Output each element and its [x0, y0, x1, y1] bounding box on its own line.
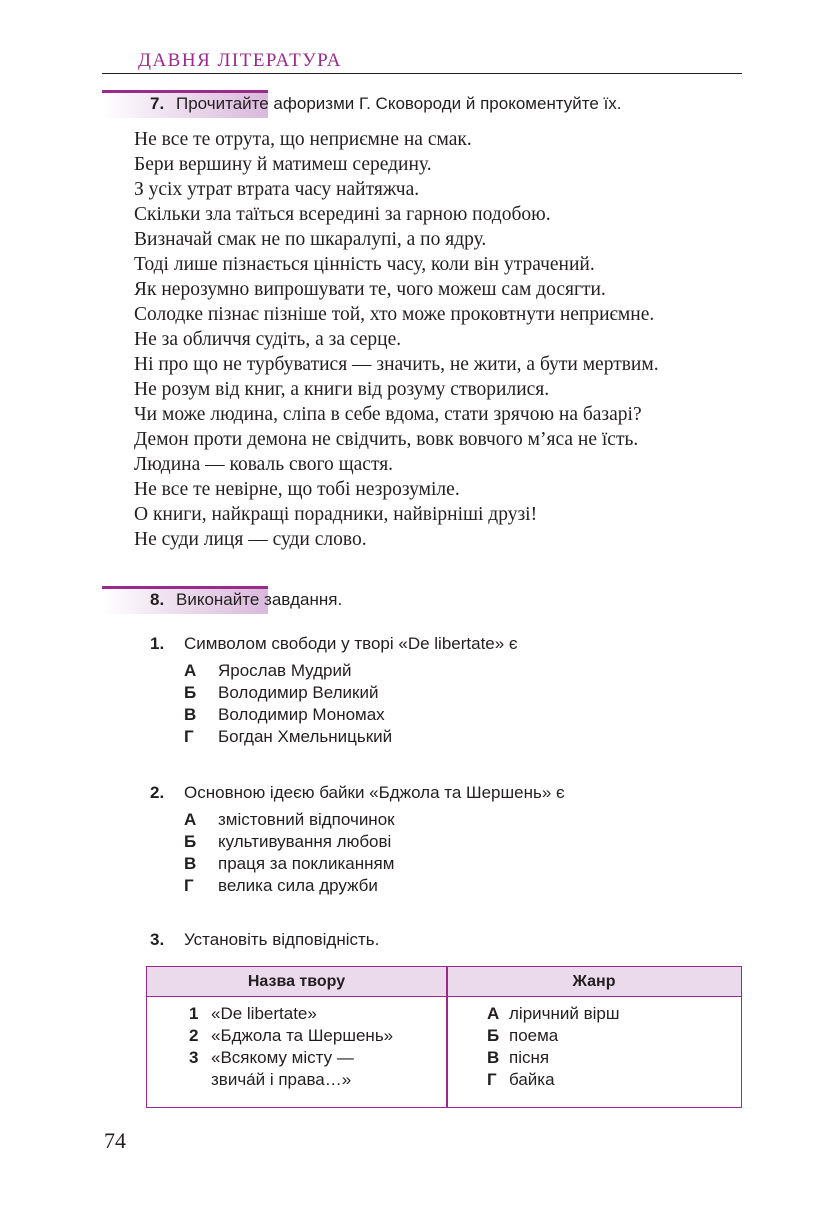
item-key: 2: [189, 1026, 199, 1045]
aphorism: З усіх утрат втрата часу найтяжча.: [134, 179, 420, 200]
task-instruction: Прочитайте афоризми Г. Сковороди й прокоментуйте їх.: [176, 94, 622, 113]
item-text: «Всякому місту — звича́й і права…»: [211, 1048, 354, 1089]
question-number: 2.: [150, 783, 165, 802]
page-number: 74: [104, 1128, 126, 1153]
item-text: поема: [509, 1026, 559, 1045]
option-letter: В: [184, 854, 197, 873]
column-header-genre: Жанр: [572, 973, 616, 990]
aphorism: Як нерозумно випрошувати те, чого можеш сам досягти.: [134, 279, 606, 300]
list-item: [487, 1047, 709, 1069]
answer-option: [184, 875, 395, 897]
item-key: А: [487, 1004, 500, 1023]
task-8-header: [102, 586, 762, 614]
question-1-options: [184, 660, 392, 748]
question-text: Символом свободи у творі «De libertate» є: [184, 634, 518, 653]
item-text: байка: [509, 1070, 555, 1089]
aphorism: Солодке пізнає пізніше той, хто може проковтнути неприємне.: [134, 304, 655, 325]
question-2: [150, 783, 565, 803]
item-text: «Бджола та Шершень»: [211, 1026, 394, 1045]
aphorism: Не за обличчя судіть, а за серце.: [134, 329, 402, 350]
aphorism: Ні про що не турбуватися — значить, не жити, а бути мертвим.: [134, 354, 659, 375]
answer-option: [184, 682, 392, 704]
item-text: ліричний вірш: [509, 1004, 620, 1023]
option-text: культивування любові: [218, 832, 392, 851]
item-text: пісня: [509, 1048, 550, 1067]
aphorism: Не все те невірне, що тобі незрозуміле.: [134, 479, 460, 500]
answer-option: [184, 809, 395, 831]
column-header-title: Назва твору: [247, 973, 346, 990]
list-item: [189, 1025, 411, 1047]
option-letter: В: [184, 705, 197, 724]
item-key: Б: [487, 1026, 500, 1045]
option-text: праця за покликанням: [218, 854, 395, 873]
aphorism: Скільки зла таїться всередині за гарною подобою.: [134, 204, 551, 225]
aphorism: Бери вершину й матимеш середину.: [134, 154, 432, 175]
aphorism: Не розум від книг, а книги від розуму створилися.: [134, 379, 550, 400]
question-text: Установіть відповідність.: [184, 930, 380, 949]
header-divider: [102, 73, 742, 74]
aphorism: Чи може людина, сліпа в себе вдома, стати зрячою на базарі?: [134, 404, 642, 425]
option-text: Богдан Хмельницький: [218, 727, 393, 746]
option-text: Володимир Мономах: [218, 705, 385, 724]
answer-option: [184, 831, 395, 853]
item-key: В: [487, 1048, 500, 1067]
question-number: 1.: [150, 634, 165, 653]
aphorism: О книги, найкращі порадники, найвірніші друзі!: [134, 504, 538, 525]
table-header-row: [147, 967, 741, 997]
option-text: змістовний відпочинок: [218, 810, 395, 829]
task-7-header: [102, 90, 762, 118]
aphorism: Не все те отрута, що неприємне на смак.: [134, 129, 472, 150]
item-key: 1: [189, 1004, 199, 1023]
list-item: [487, 1003, 709, 1025]
option-letter: Г: [184, 876, 194, 895]
option-letter: Б: [184, 832, 197, 851]
aphorism: Людина — коваль свого щастя.: [134, 454, 394, 475]
question-1: [150, 634, 518, 654]
task-number: 7.: [150, 94, 165, 113]
list-item: [189, 1003, 411, 1025]
option-letter: Г: [184, 727, 194, 746]
list-item: [487, 1069, 709, 1091]
item-key: 3: [189, 1048, 199, 1067]
option-text: Володимир Великий: [218, 683, 379, 702]
question-2-options: [184, 809, 395, 897]
answer-option: [184, 704, 392, 726]
option-letter: А: [184, 810, 197, 829]
aphorism: Тоді лише пізнається цінність часу, коли він утрачений.: [134, 254, 595, 275]
matching-table: [146, 966, 742, 1108]
works-list: [189, 1003, 411, 1091]
column-divider: [446, 967, 448, 1107]
answer-option: [184, 726, 392, 748]
question-text: Основною ідеєю байки «Бджола та Шершень» є: [184, 783, 565, 802]
answer-option: [184, 853, 395, 875]
list-item: [487, 1025, 709, 1047]
question-3: [150, 930, 379, 950]
item-text: «De libertate»: [211, 1004, 317, 1023]
task-instruction: Виконайте завдання.: [176, 590, 343, 609]
option-letter: Б: [184, 683, 197, 702]
genres-list: [487, 1003, 709, 1091]
question-number: 3.: [150, 930, 165, 949]
aphorism-list: [134, 127, 754, 552]
aphorism: Визначай смак не по шкаралупі, а по ядру.: [134, 229, 487, 250]
option-text: Ярослав Мудрий: [218, 661, 352, 680]
task-number: 8.: [150, 590, 165, 609]
list-item: [189, 1047, 411, 1091]
item-key: Г: [487, 1070, 497, 1089]
section-title: ДАВНЯ ЛІТЕРАТУРА: [138, 50, 343, 71]
aphorism: Не суди лиця — суди слово.: [134, 529, 367, 550]
aphorism: Демон проти демона не свідчить, вовк вовчого м’яса не їсть.: [134, 429, 639, 450]
option-letter: А: [184, 661, 197, 680]
answer-option: [184, 660, 392, 682]
option-text: велика сила дружби: [218, 876, 378, 895]
